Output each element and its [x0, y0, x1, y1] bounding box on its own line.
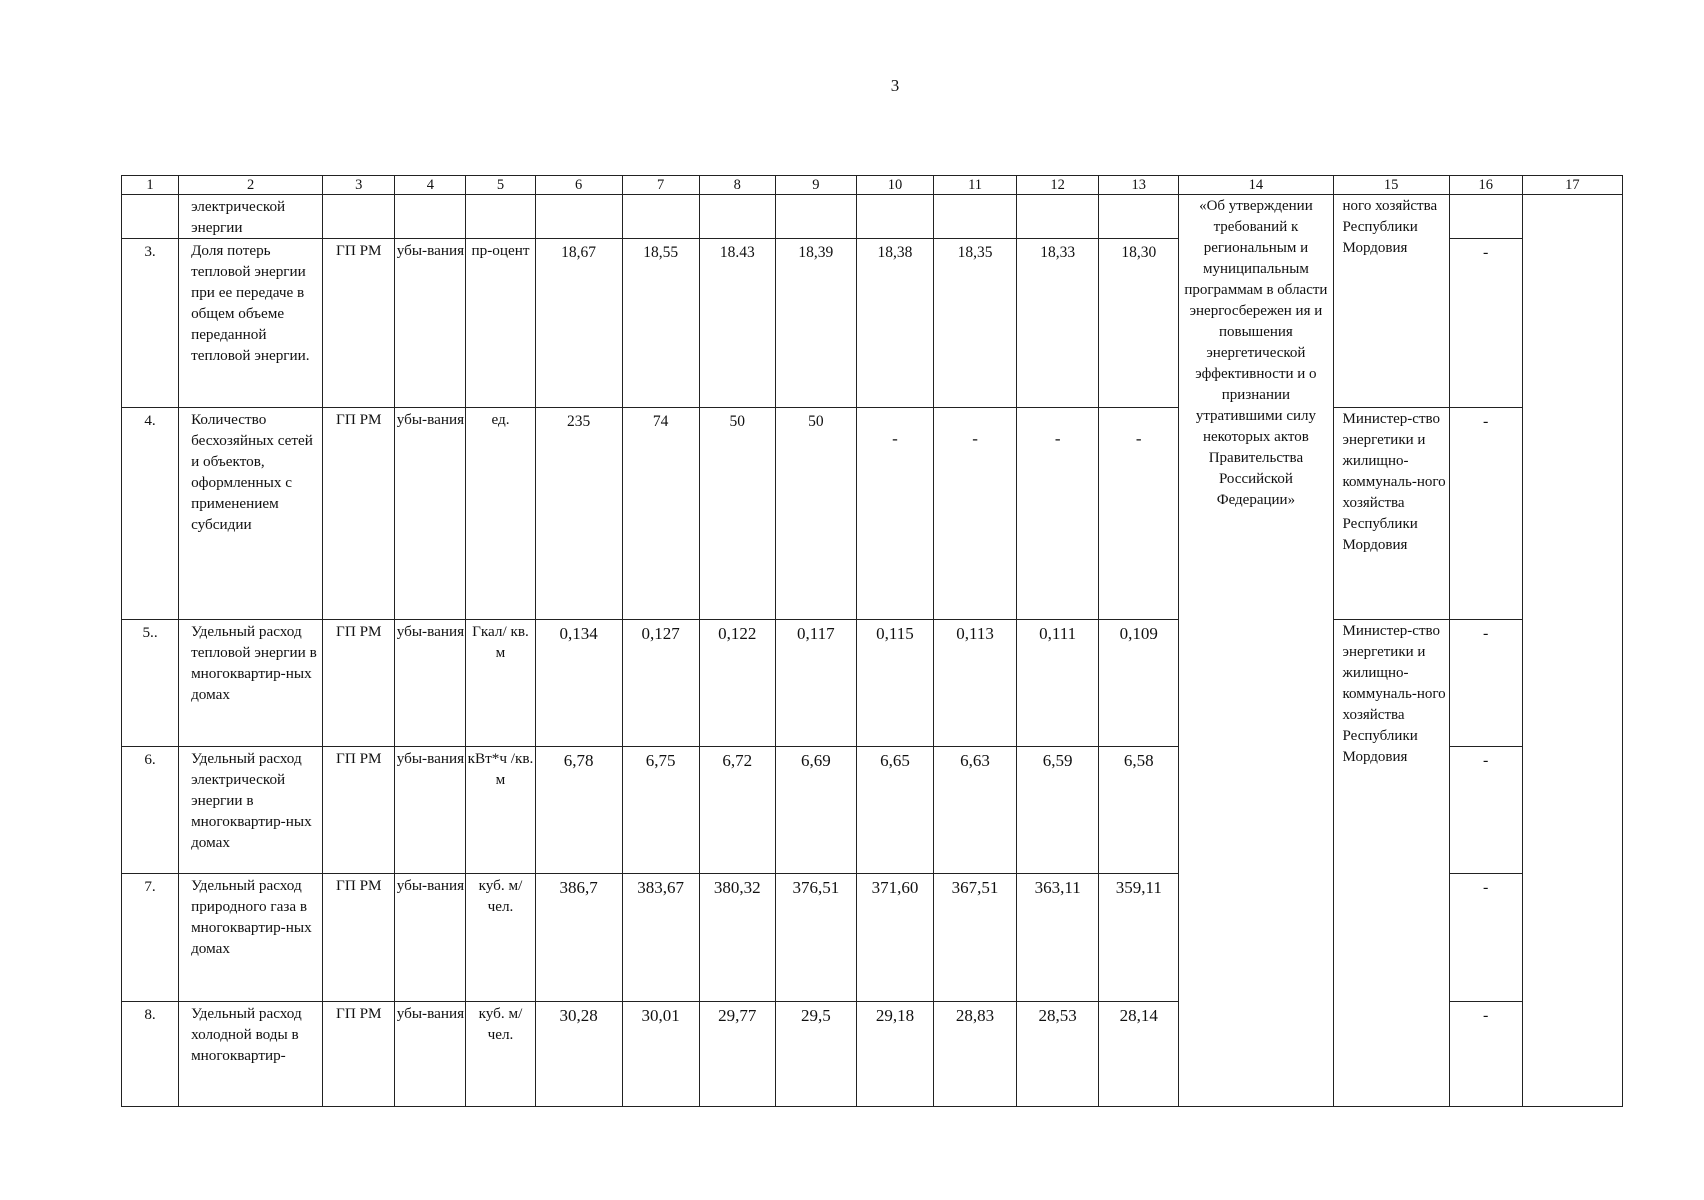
header-cell: 13 [1099, 176, 1179, 195]
page-number: 3 [890, 76, 900, 95]
source-cell: ГП РМ [323, 408, 395, 620]
value-cell: 29,5 [775, 1002, 856, 1107]
value-cell: 0,122 [699, 620, 775, 747]
responsible-cell: ного хозяйства Республики Мордовия [1333, 195, 1449, 408]
row-number: 7. [122, 874, 179, 1002]
row-number: 6. [122, 747, 179, 874]
source-cell: ГП РМ [323, 747, 395, 874]
value-cell: 18,38 [856, 239, 933, 408]
indicator-name: Удельный расход холодной воды в многоквартир- [179, 1002, 323, 1107]
source-cell: ГП РМ [323, 1002, 395, 1107]
value-cell: 6,78 [535, 747, 622, 874]
value-cell: 50 [775, 408, 856, 620]
value-cell: 383,67 [622, 874, 699, 1002]
responsible-cell: Министер-ство энергетики и жилищно-коммуналь-ного хозяйства Республики Мордовия [1333, 408, 1449, 620]
source-cell: ГП РМ [323, 620, 395, 747]
value-cell: 6,65 [856, 747, 933, 874]
value-cell: 29,18 [856, 1002, 933, 1107]
indicator-name: Удельный расход электрической энергии в многоквартир-ных домах [179, 747, 323, 874]
value-cell: 6,58 [1099, 747, 1179, 874]
header-cell: 10 [856, 176, 933, 195]
indicator-name: Удельный расход тепловой энергии в многоквартир-ных домах [179, 620, 323, 747]
direction-cell: убы-вания [395, 1002, 466, 1107]
value-cell: 6,59 [1017, 747, 1099, 874]
value-cell: 6,72 [699, 747, 775, 874]
col16-cell: - [1449, 1002, 1522, 1107]
header-cell: 11 [934, 176, 1017, 195]
value-cell: 6,69 [775, 747, 856, 874]
value-cell: 18,30 [1099, 239, 1179, 408]
value-cell: 0,134 [535, 620, 622, 747]
table-row [122, 620, 1623, 747]
value-cell: 18,39 [775, 239, 856, 408]
direction-cell: убы-вания [395, 747, 466, 874]
value-cell: 0,127 [622, 620, 699, 747]
direction-cell: убы-вания [395, 239, 466, 408]
value-cell: 18,35 [934, 239, 1017, 408]
responsible-cell: Министер-ство энергетики и жилищно-коммуналь-ного хозяйства Республики Мордовия [1333, 620, 1449, 1107]
value-cell: 29,77 [699, 1002, 775, 1107]
value-cell: 30,28 [535, 1002, 622, 1107]
col16-cell: - [1449, 408, 1522, 620]
header-cell: 3 [323, 176, 395, 195]
value-cell: - [1017, 408, 1099, 620]
unit-cell: кВт*ч /кв. м [466, 747, 535, 874]
value-cell: - [856, 408, 933, 620]
header-row [122, 176, 1623, 195]
header-cell: 12 [1017, 176, 1099, 195]
unit-cell: куб. м/чел. [466, 874, 535, 1002]
row-number: 5.. [122, 620, 179, 747]
value-cell: 28,53 [1017, 1002, 1099, 1107]
col16-cell: - [1449, 620, 1522, 747]
header-cell: 8 [699, 176, 775, 195]
value-cell: 367,51 [934, 874, 1017, 1002]
value-cell: 376,51 [775, 874, 856, 1002]
row-number: 3. [122, 239, 179, 408]
table-row [122, 195, 1623, 239]
col16-cell: - [1449, 747, 1522, 874]
value-cell: 0,109 [1099, 620, 1179, 747]
value-cell: 6,75 [622, 747, 699, 874]
value-cell: 0,115 [856, 620, 933, 747]
unit-cell: пр-оцент [466, 239, 535, 408]
value-cell: 18,55 [622, 239, 699, 408]
value-cell: 0,113 [934, 620, 1017, 747]
header-cell: 15 [1333, 176, 1449, 195]
row-number: 4. [122, 408, 179, 620]
legal-act-cell: «Об утверждении требований к региональным и муниципальным программам в области энергосбережен ия и повышения энергетической эффективности и о признании утратившими силу некоторых актов Правительства Российской Федерации» [1179, 195, 1333, 1107]
value-cell: - [1099, 408, 1179, 620]
direction-cell: убы-вания [395, 408, 466, 620]
value-cell: 18.43 [699, 239, 775, 408]
value-cell: 74 [622, 408, 699, 620]
value-cell: 28,14 [1099, 1002, 1179, 1107]
value-cell: 380,32 [699, 874, 775, 1002]
value-cell: - [934, 408, 1017, 620]
source-cell: ГП РМ [323, 874, 395, 1002]
direction-cell: убы-вания [395, 874, 466, 1002]
direction-cell: убы-вания [395, 620, 466, 747]
header-cell: 9 [775, 176, 856, 195]
value-cell: 371,60 [856, 874, 933, 1002]
col16-cell: - [1449, 239, 1522, 408]
unit-cell: куб. м/чел. [466, 1002, 535, 1107]
value-cell: 235 [535, 408, 622, 620]
unit-cell: ед. [466, 408, 535, 620]
header-cell: 7 [622, 176, 699, 195]
indicators-table [121, 175, 1623, 1107]
row-number: 8. [122, 1002, 179, 1107]
value-cell: 0,111 [1017, 620, 1099, 747]
value-cell: 363,11 [1017, 874, 1099, 1002]
unit-cell: Гкал/ кв. м [466, 620, 535, 747]
value-cell: 359,11 [1099, 874, 1179, 1002]
value-cell: 18,33 [1017, 239, 1099, 408]
indicator-name: Удельный расход природного газа в многоквартир-ных домах [179, 874, 323, 1002]
table-row [122, 408, 1623, 620]
header-cell: 6 [535, 176, 622, 195]
indicator-name: Доля потерь тепловой энергии при ее передаче в общем объеме переданной тепловой энергии. [179, 239, 323, 408]
header-cell: 4 [395, 176, 466, 195]
col16-cell: - [1449, 874, 1522, 1002]
value-cell: 30,01 [622, 1002, 699, 1107]
header-cell: 1 [122, 176, 179, 195]
value-cell: 0,117 [775, 620, 856, 747]
header-cell: 5 [466, 176, 535, 195]
value-cell: 50 [699, 408, 775, 620]
value-cell: 28,83 [934, 1002, 1017, 1107]
col17-cell [1522, 195, 1622, 1107]
value-cell: 386,7 [535, 874, 622, 1002]
indicator-name: Количество бесхозяйных сетей и объектов, оформленных с применением субсидии [179, 408, 323, 620]
header-cell: 17 [1522, 176, 1622, 195]
header-cell: 2 [179, 176, 323, 195]
header-cell: 14 [1179, 176, 1333, 195]
source-cell: ГП РМ [323, 239, 395, 408]
value-cell: 6,63 [934, 747, 1017, 874]
indicator-name: электрической энергии [179, 195, 323, 239]
header-cell: 16 [1449, 176, 1522, 195]
value-cell: 18,67 [535, 239, 622, 408]
